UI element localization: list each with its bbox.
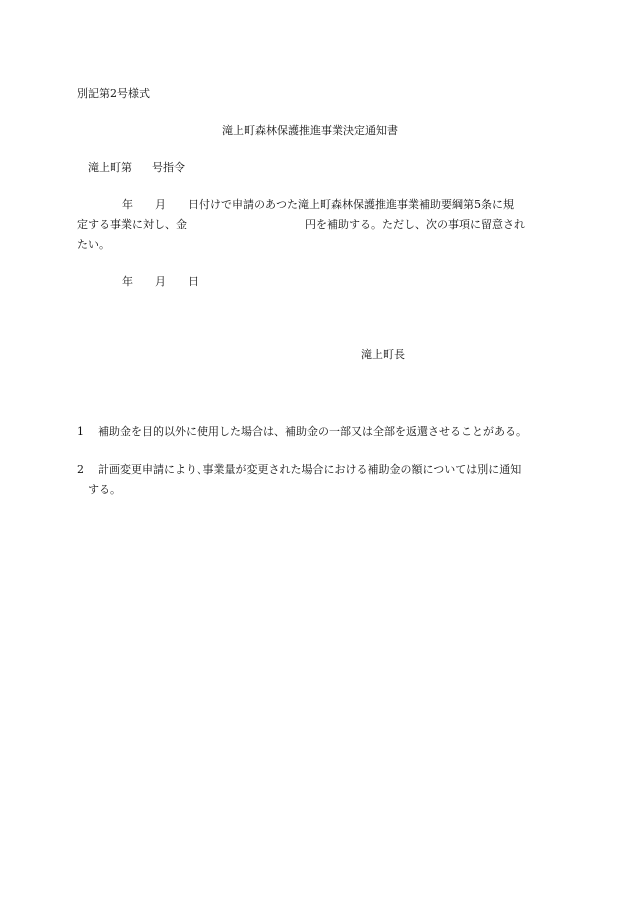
note-item-2-continuation: する。 xyxy=(88,483,121,496)
body-line-3: たい。 xyxy=(77,238,110,251)
document-title: 滝上町森林保護推進事業決定通知書 xyxy=(222,124,398,137)
directive-number-suffix: 号指令 xyxy=(152,161,185,174)
note-text: 補助金を目的以外に使用した場合は、補助金の一部又は全部を返還させることがある。 xyxy=(98,425,527,438)
application-month-label: 月 xyxy=(155,198,166,211)
application-year-label: 年 xyxy=(122,198,133,211)
issue-day-label: 日 xyxy=(188,275,199,288)
body-line-1 xyxy=(77,198,514,212)
note-item-1 xyxy=(77,425,527,439)
note-number: 2 xyxy=(77,463,84,476)
body-text-2a: 定する事業に対し、金 xyxy=(77,218,187,231)
directive-number-prefix: 滝上町第 xyxy=(88,161,132,174)
body-text-1: 日付けで申請のあつた滝上町森林保護推進事業補助要綱第5条に規 xyxy=(188,198,514,211)
signer-name: 滝上町長 xyxy=(361,348,405,361)
body-line-2 xyxy=(77,218,525,232)
note-text: 計画変更申請により､事業量が変更された場合における補助金の額については別に通知 xyxy=(98,463,522,476)
directive-number-line xyxy=(88,161,185,175)
issue-date-line xyxy=(77,275,199,289)
note-number: 1 xyxy=(77,425,84,438)
issue-month-label: 月 xyxy=(155,275,166,288)
form-label: 別記第2号様式 xyxy=(77,87,150,100)
body-text-2b: 円を補助する。ただし、次の事項に留意され xyxy=(305,218,525,231)
note-item-2 xyxy=(77,463,521,477)
issue-year-label: 年 xyxy=(122,275,133,288)
